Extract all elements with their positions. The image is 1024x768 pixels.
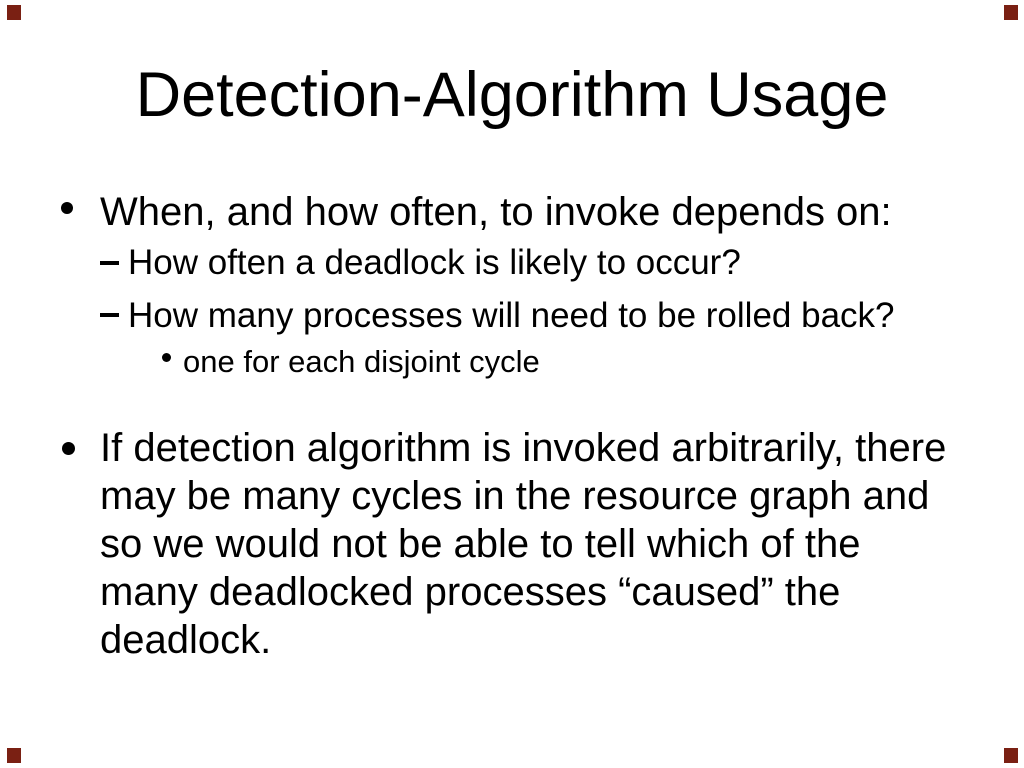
corner-marker-bottom-right [1004, 748, 1018, 763]
bullet-level1-text: When, and how often, to invoke depends on: [100, 190, 892, 234]
bullet-level3-text: one for each disjoint cycle [183, 344, 540, 379]
dash-bullet-icon [100, 261, 119, 265]
bullet-level2-text-1: How often a deadlock is likely to occur? [128, 243, 741, 282]
corner-marker-top-left [7, 5, 21, 20]
bullet-level2-text-2: How many processes will need to be rolled back? [128, 296, 895, 335]
paragraph-line: so we would not be able to tell which of the [100, 522, 861, 566]
bullet-dot-icon [62, 442, 75, 455]
paragraph-line: If detection algorithm is invoked arbitrarily, there [100, 426, 947, 470]
bullet-dot-icon [162, 353, 171, 362]
corner-marker-bottom-left [7, 748, 21, 763]
slide-title: Detection-Algorithm Usage [135, 60, 889, 130]
paragraph-line: deadlock. [100, 618, 272, 662]
paragraph-line: may be many cycles in the resource graph and [100, 474, 930, 518]
bullet-dot-icon [61, 202, 73, 214]
corner-marker-top-right [1004, 5, 1018, 20]
bullet-paragraph [100, 424, 946, 664]
paragraph-line: many deadlocked processes “caused” the [100, 570, 841, 614]
dash-bullet-icon [100, 313, 119, 317]
